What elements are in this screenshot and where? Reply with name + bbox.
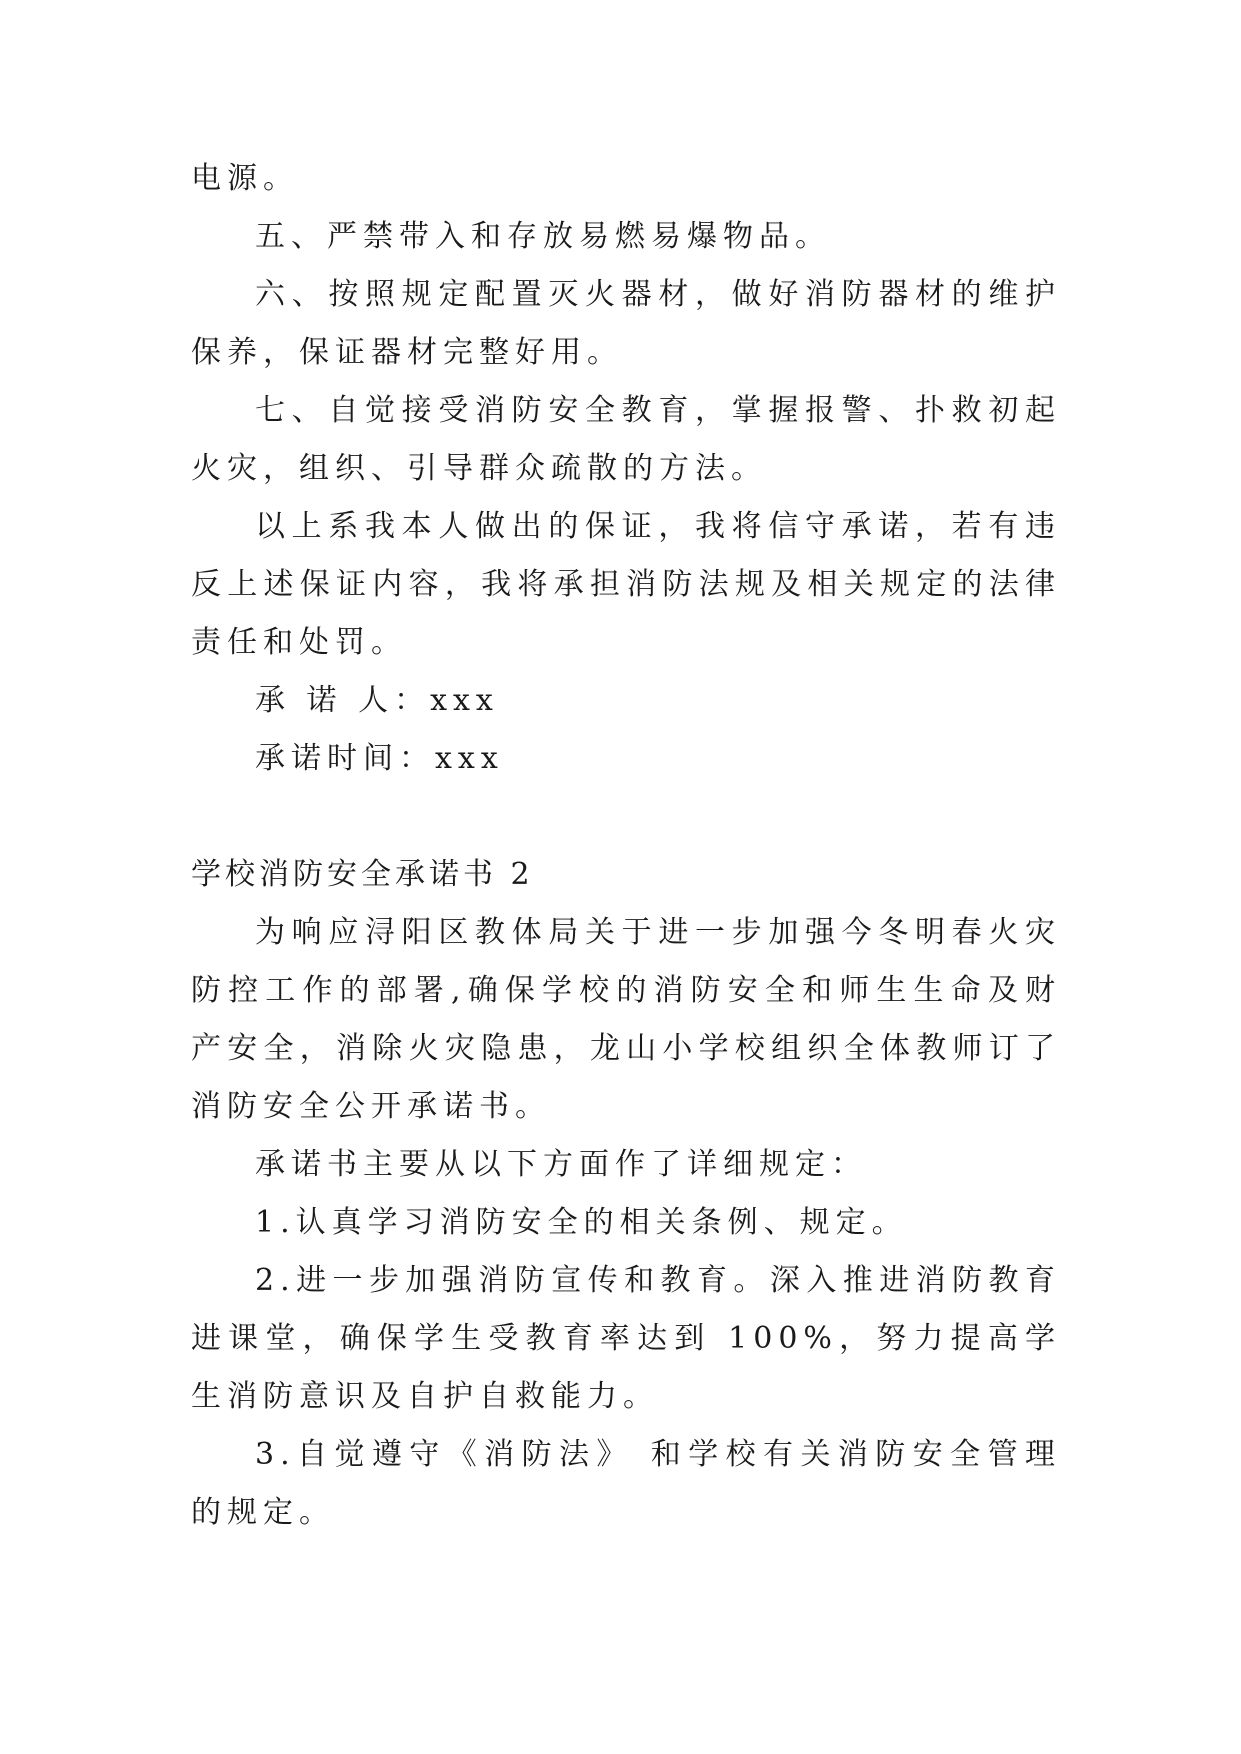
paragraph-item-5: 五、严禁带入和存放易燃易爆物品。	[255, 219, 831, 254]
paragraph-intro: 为响应浔阳区教体局关于进一步加强今冬明春火灾防控工作的部署,确保学校的消防安全和师生生命及财产安全，消除火灾隐患，龙山小学校组织全体教师订了消防安全公开承诺书。	[191, 915, 1061, 1124]
document-body	[191, 150, 1061, 1542]
paragraph-item-6: 六、按照规定配置灭火器材，做好消防器材的维护保养，保证器材完整好用。	[191, 277, 1061, 370]
paragraph-rule-1: 1.认真学习消防安全的相关条例、规定。	[255, 1205, 908, 1240]
paragraph-overview: 承诺书主要从以下方面作了详细规定：	[255, 1147, 867, 1182]
paragraph-rule-2: 2.进一步加强消防宣传和教育。深入推进消防教育进课堂，确保学生受教育率达到 100%，努力提高学生消防意识及自护自救能力。	[191, 1263, 1061, 1414]
paragraph-continued-power: 电源。	[191, 161, 299, 196]
paragraph-rule-3: 3.自觉遵守《消防法》 和学校有关消防安全管理的规定。	[191, 1437, 1061, 1530]
signatory-line: 承 诺 人：xxx	[255, 683, 499, 718]
section-gap	[191, 788, 1061, 846]
pledge-date-line: 承诺时间：xxx	[255, 741, 504, 776]
paragraph-pledge-statement: 以上系我本人做出的保证，我将信守承诺，若有违反上述保证内容，我将承担消防法规及相关规定的法律责任和处罚。	[191, 509, 1061, 660]
section2-title: 学校消防安全承诺书 2	[191, 857, 534, 892]
paragraph-item-7: 七、自觉接受消防安全教育，掌握报警、扑救初起火灾，组织、引导群众疏散的方法。	[191, 393, 1061, 486]
